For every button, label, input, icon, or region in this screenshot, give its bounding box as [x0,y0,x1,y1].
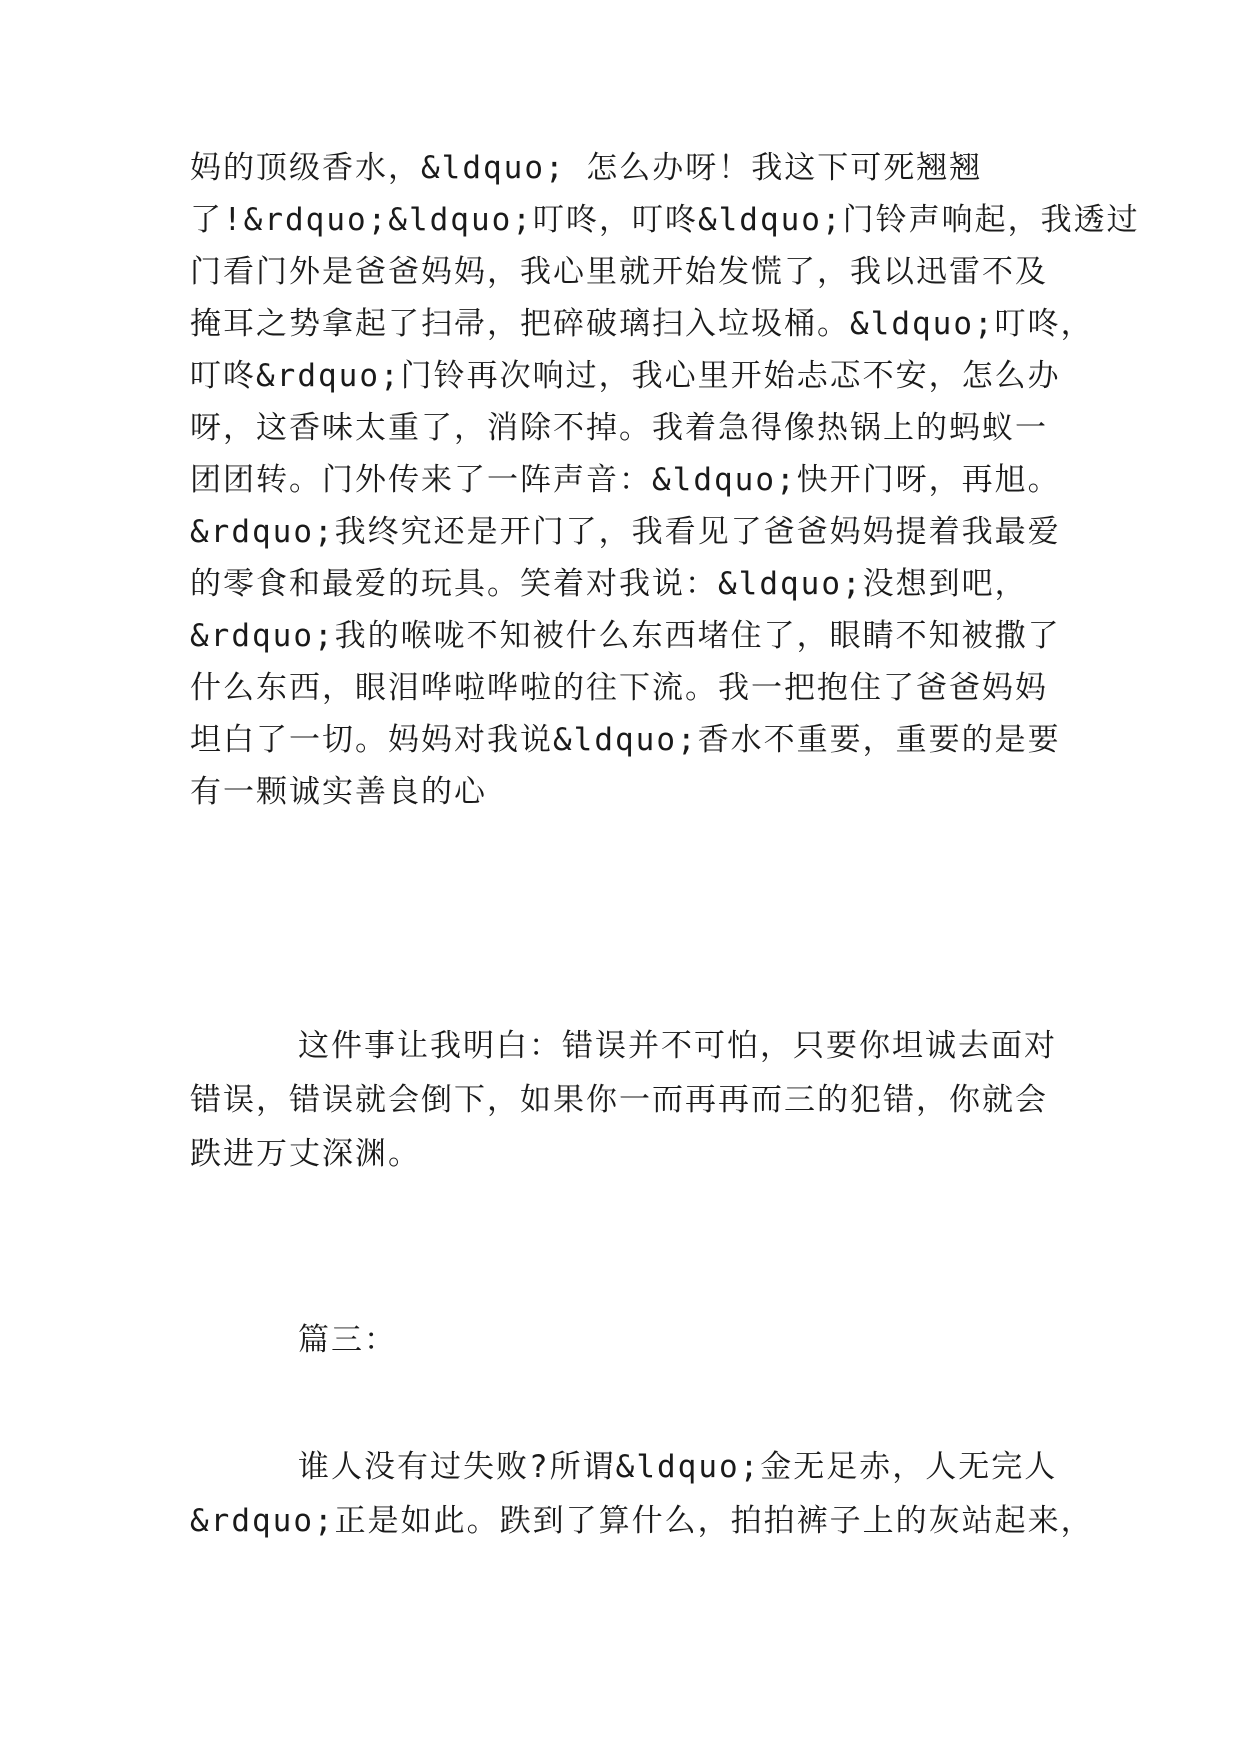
paragraph-1-line-3: 门看门外是爸爸妈妈，我心里就开始发慌了，我以迅雷不及 [190,254,1048,290]
section-heading: 篇三： [298,1322,397,1358]
paragraph-3-line-2: &rdquo;正是如此。跌到了算什么，拍拍裤子上的灰站起来， [190,1503,1094,1539]
paragraph-1-line-1: 妈的顶级香水，&ldquo; 怎么办呀！我这下可死翘翘 [190,150,983,186]
paragraph-1-line-9: 的零食和最爱的玩具。笑着对我说：&ldquo;没想到吧， [190,566,1028,602]
paragraph-1-line-10: &rdquo;我的喉咙不知被什么东西堵住了，眼睛不知被撒了 [190,618,1061,654]
paragraph-1-line-4: 掩耳之势拿起了扫帚，把碎破璃扫入垃圾桶。&ldquo;叮咚， [190,306,1094,342]
paragraph-2-line-2: 错误，错误就会倒下，如果你一而再再而三的犯错，你就会 [190,1082,1048,1118]
paragraph-1-line-11: 什么东西，眼泪哗啦哗啦的往下流。我一把抱住了爸爸妈妈 [190,670,1048,706]
paragraph-3-line-1: 谁人没有过失败?所谓&ldquo;金无足赤，人无完人 [298,1449,1058,1485]
paragraph-1-line-12: 坦白了一切。妈妈对我说&ldquo;香水不重要，重要的是要 [190,722,1061,758]
paragraph-1-line-6: 呀，这香味太重了，消除不掉。我着急得像热锅上的蚂蚁一 [190,410,1048,446]
paragraph-1-line-5: 叮咚&rdquo;门铃再次响过，我心里开始忐忑不安，怎么办 [190,358,1061,394]
paragraph-1-line-8: &rdquo;我终究还是开门了，我看见了爸爸妈妈提着我最爱 [190,514,1061,550]
paragraph-1-line-7: 团团转。门外传来了一阵声音：&ldquo;快开门呀，再旭。 [190,462,1061,498]
paragraph-1-line-2: 了!&rdquo;&ldquo;叮咚，叮咚&ldquo;门铃声响起，我透过 [190,202,1140,238]
paragraph-2-line-3: 跌进万丈深渊。 [190,1136,421,1172]
paragraph-1-line-13: 有一颗诚实善良的心 [190,774,487,810]
paragraph-2-line-1: 这件事让我明白：错误并不可怕，只要你坦诚去面对 [298,1028,1057,1064]
